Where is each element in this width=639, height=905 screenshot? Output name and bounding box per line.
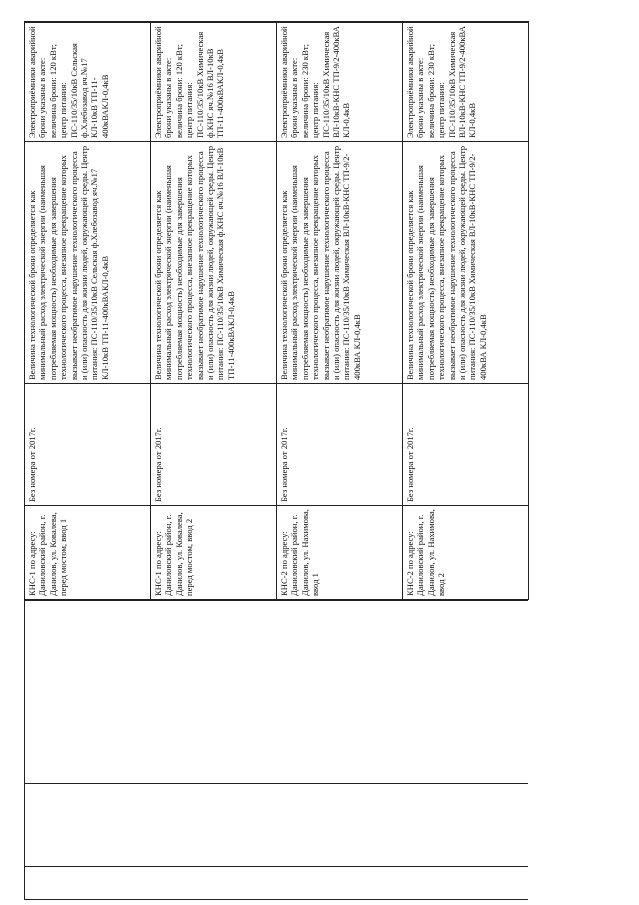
emergency-cell: Электроприёмники аварийной брони указаны в акте: величина брони: 230 кВт; центр питания: ПС-110/35/10кВ Химическая ВЛ-10кВ-КНС ТП-9/2-400кВА КЛ-0,4кВ [403, 22, 529, 142]
description-cell: Величина технологической брони определяется как минимальный расход электрической энергии (наименьшая потребляемая мощность) необходимые для завершения технологического процесса, внезапное прекращение которых вызывает необратимое нарушение технологического процесса и (или) опасность для жизни людей, окружающей среды. Центр питания: ПС-110/35/10кВ Сельская ф.Хлебозавод яч.№17 КЛ-10кВ ТП-11-400кВАКЛ-0,4кВ [25, 142, 151, 384]
emergency-cell: Электроприёмники аварийной брони указаны в акте: величина брони: 120 кВт; центр питания: ПС-110/35/10кВ Химическая ф.КНС яч.№16 ВЛ-10кВ ТП-11-400кВАКЛ-0,4кВ [151, 22, 277, 142]
description-cell: Величина технологической брони определяется как минимальный расход электрической энергии (наименьшая потребляемая мощность) необходимые для завершения технологического процесса, внезапное прекращение которых вызывает необратимое нарушение технологического процесса и (или) опасность для жизни людей, окружающей среды. Центр питания: ПС-110/35/10кВ Химическая ВЛ-10кВ-КНС ТП-9/2-400кВА КЛ-0,4кВ [403, 142, 529, 384]
table-row [151, 22, 277, 600]
row-divider [24, 783, 528, 784]
row-divider [24, 866, 528, 867]
act-cell: Без номера от 2017г. [151, 384, 277, 506]
object-cell: КНС-2 по адресу: Даниловский район, г. Данилов, ул. Нахимова, ввод 2 [403, 506, 529, 600]
emergency-cell: Электроприёмники аварийной брони указаны в акте: величина брони: 230 кВт; центр питания: ПС-110/35/10кВ Химическая ВЛ-10кВ-КНС ТП-9/2-400кВА КЛ-0,4кВ [277, 22, 403, 142]
table-row [403, 22, 529, 600]
emergency-cell: Электроприёмники аварийной брони указаны в акте: величина брони: 120 кВт; центр питания: ПС-110/35/10кВ Сельская ф.Хлебозавод яч.№17 КЛ-10кВ ТП-11-400кВАКЛ-0,4кВ [25, 22, 151, 142]
act-cell: Без номера от 2017г. [403, 384, 529, 506]
act-cell: Без номера от 2017г. [25, 384, 151, 506]
table-row [277, 22, 403, 600]
table-row [25, 22, 151, 600]
object-cell: КНС-2 по адресу: Даниловский район, г. Данилов, ул. Нахимова, ввод 1 [277, 506, 403, 600]
row-divider [24, 899, 528, 900]
object-cell: КНС-1 по адресу: Даниловский район, г. Данилов, ул. Ковалева, перед мостом, ввод 2 [151, 506, 277, 600]
act-cell: Без номера от 2017г. [277, 384, 403, 506]
description-cell: Величина технологической брони определяется как минимальный расход электрической энергии (наименьшая потребляемая мощность) необходимые для завершения технологического процесса, внезапное прекращение которых вызывает необратимое нарушение технологического процесса и (или) опасность для жизни людей, окружающей среды. Центр питания: ПС-110/35/10кВ Химическая ф.КНС яч.№16 ВЛ-10кВ ТП-11-400кВАКЛ-0,4кВ [151, 142, 277, 384]
description-cell: Величина технологической брони определяется как минимальный расход электрической энергии (наименьшая потребляемая мощность) необходимые для завершения технологического процесса, внезапное прекращение которых вызывает необратимое нарушение технологического процесса и (или) опасность для жизни людей, окружающей среды. Центр питания: ПС-110/35/10кВ Химическая ВЛ-10кВ-КНС ТП-9/2-400кВА КЛ-0,4кВ [277, 142, 403, 384]
object-cell: КНС-1 по адресу: Даниловский район, г. Данилов, ул. Ковалева, перед мостом, ввод 1 [25, 506, 151, 600]
reservation-table [24, 22, 528, 600]
row-divider [24, 600, 528, 601]
